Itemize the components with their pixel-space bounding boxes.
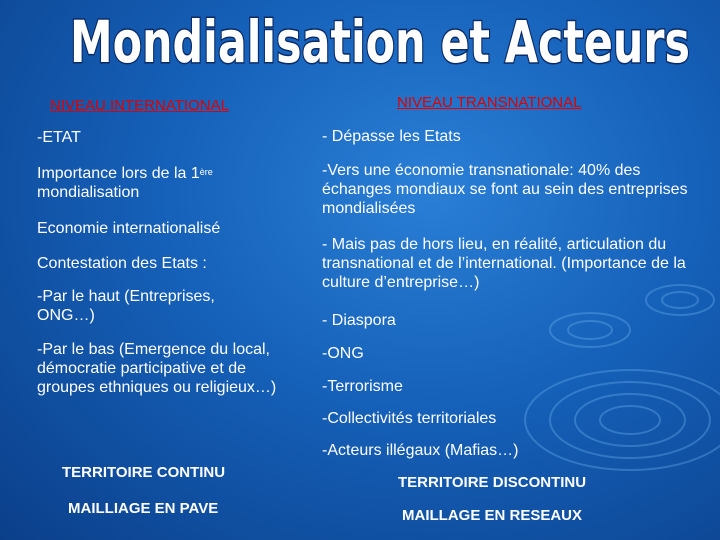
right-item-economie-transnationale: -Vers une économie transnationale: 40% des échanges mondiaux se font au sein des entreprises mondialisées bbox=[322, 162, 688, 217]
page-title bbox=[0, 0, 720, 75]
title-text: Mondialisation et Acteurs bbox=[70, 8, 690, 75]
right-footer-territoire: TERRITOIRE DISCONTINU bbox=[398, 474, 587, 491]
left-item-importance-sup: ère bbox=[199, 167, 213, 177]
right-item-diaspora: - Diaspora bbox=[322, 312, 396, 329]
right-item-terrorisme: -Terrorisme bbox=[322, 378, 403, 395]
right-item-collectivites: -Collectivités territoriales bbox=[322, 410, 497, 427]
right-item-acteurs-illegaux: -Acteurs illégaux (Mafias…) bbox=[322, 442, 519, 459]
left-item-par-le-haut: -Par le haut (Entreprises, ONG…) bbox=[37, 288, 215, 324]
left-item-importance bbox=[37, 164, 287, 202]
left-footer-maillage: MAILLIAGE EN PAVE bbox=[68, 500, 219, 517]
right-item-ong: -ONG bbox=[322, 345, 364, 362]
left-item-par-le-bas: -Par le bas (Emergence du local, démocratie participative et de groupes ethniques ou religieux…) bbox=[37, 341, 277, 396]
right-footer-maillage: MAILLAGE EN RESEAUX bbox=[402, 507, 583, 524]
left-item-economie: Economie internationalisé bbox=[37, 220, 221, 237]
left-item-importance-text: Importance lors de la 1 bbox=[37, 165, 200, 182]
right-item-hors-lieu: - Mais pas de hors lieu, en réalité, articulation du transnational et de l’international. (Importance de la culture d’entreprise…) bbox=[322, 236, 686, 291]
left-item-contestation: Contestation des Etats : bbox=[37, 255, 207, 272]
right-item-depasse: - Dépasse les Etats bbox=[322, 128, 461, 145]
left-column-header: NIVEAU INTERNATIONAL bbox=[50, 97, 229, 114]
left-footer-territoire: TERRITOIRE CONTINU bbox=[62, 464, 226, 481]
right-column-header: NIVEAU TRANSNATIONAL bbox=[397, 94, 582, 111]
left-item-etat: -ETAT bbox=[37, 129, 81, 146]
left-item-importance-text2: mondialisation bbox=[37, 184, 140, 201]
